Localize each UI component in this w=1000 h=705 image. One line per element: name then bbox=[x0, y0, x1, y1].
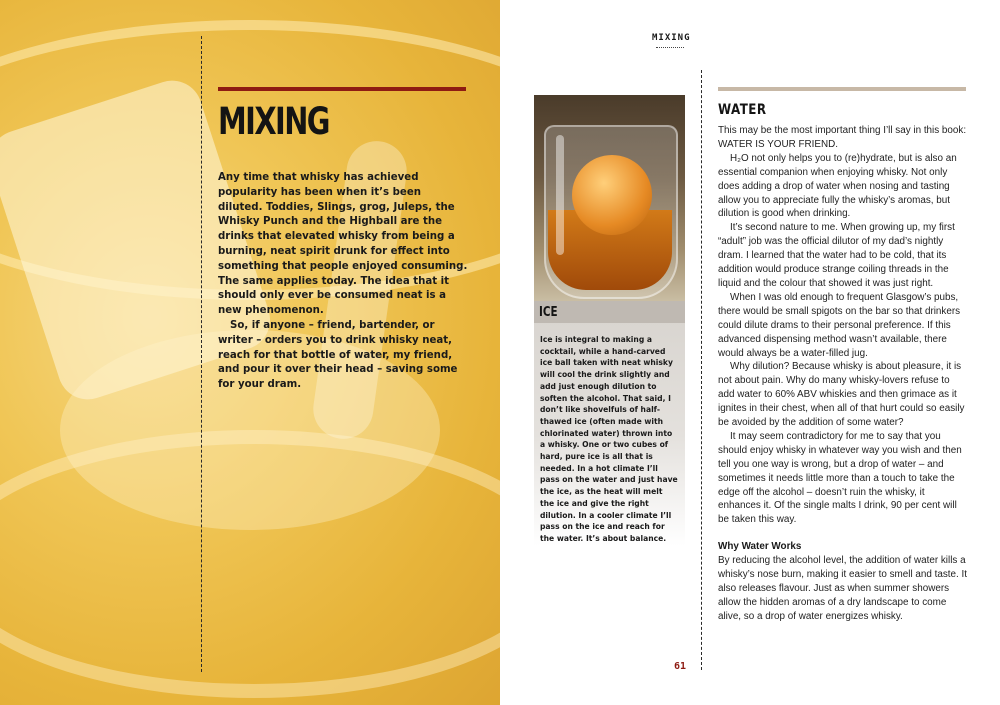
page-number: 61 bbox=[674, 661, 687, 672]
running-head: MIXING bbox=[652, 33, 691, 43]
right-page bbox=[500, 0, 1000, 705]
sidebar-title-bar bbox=[534, 301, 685, 323]
left-dotted-rule bbox=[201, 36, 202, 672]
chapter-title: MIXING bbox=[218, 100, 329, 143]
right-dotted-rule bbox=[701, 70, 702, 670]
section-title: WATER bbox=[718, 102, 767, 118]
body-paragraph: This may be the most important thing I’ll say in this book: WATER IS YOUR FRIEND. bbox=[718, 125, 967, 150]
sidebar-title: ICE bbox=[539, 305, 558, 320]
body-paragraph: By reducing the alcohol level, the addition of water kills a whisky’s nose burn, making it easier to smell and taste. It also releases flavour. Just as when summer showers allow the hidden aromas of a dry landscape to come alive, so a drop of water energizes whisky. bbox=[718, 555, 968, 622]
body-paragraph: It’s second nature to me. When growing up, my first “adult” job was the official dilutor of my dad’s nightly dram. I learned that the water had to be cold, that its addition would produce strange coiling threads in the liquid and the colour that showed it was just right. bbox=[718, 222, 955, 289]
title-rule bbox=[218, 87, 466, 91]
ice-ball bbox=[572, 155, 652, 235]
water-section bbox=[718, 87, 968, 624]
running-head-rule bbox=[656, 47, 684, 48]
glass-glint bbox=[556, 135, 564, 255]
intro-paragraph: Any time that whisky has achieved popularity has been when it’s been diluted. Toddies, Slings, grog, Juleps, the Whisky Punch and the Highball are the drinks that elevated whisky from being a burning, neat spirit drunk for effect into something that people enjoyed consuming. The same applies today. The idea that it should only ever be consumed neat is a new phenomenon. bbox=[218, 172, 468, 317]
subheading: Why Water Works bbox=[718, 541, 802, 553]
left-text-block bbox=[218, 87, 468, 393]
sidebar-panel bbox=[534, 301, 685, 546]
section-rule bbox=[718, 87, 966, 91]
whisky-glass-photo bbox=[534, 95, 685, 301]
body-paragraph: Why dilution? Because whisky is about pleasure, it is not about pain. Why do many whisky-lovers refuse to add water to 60% ABV whiskies and then grimace as it ignites in their chest, when all of that hurt could so easily be avoided by the addition of some water? bbox=[718, 361, 965, 429]
ice-sidebar bbox=[534, 95, 685, 546]
sidebar-text: Ice is integral to making a cocktail, while a hand-carved ice ball taken with neat whisky will cool the drink slightly and add just enough dilution to soften the alcohol. That said, I don’t like shovelfuls of half-thawed ice (often made with chlorinated water) thrown into a whisky. One or two cubes of hard, pure ice is all that is needed. In a hot climate I’ll pass on the water and just have the ice, as the heat will melt the ice and give the right dilution. In a cooler climate I’ll pass on the ice and reach for the water. It’s about balance. bbox=[540, 335, 678, 543]
intro-paragraph: So, if anyone – friend, bartender, or writer – orders you to drink whisky neat, reach for that bottle of water, my friend, and pour it over their head – saving some for your dram. bbox=[218, 319, 458, 391]
body-paragraph: H₂O not only helps you to (re)hydrate, but is also an essential companion when enjoying whisky. Not only does adding a drop of water when nosing and tasting allow you to appreciate fully the whisky’s aromas, but dilution is good when drinking. bbox=[718, 152, 957, 220]
body-paragraph: It may seem contradictory for me to say that you should enjoy whisky in whatever way you wish and then tell you one way is wrong, but a drop of water – and sometimes it needs little more than a touch to take the edge off the alcohol – doesn’t ruin the whisky, it enhances it. Of the single malts I drink, 90 per cent will be taken this way. bbox=[718, 430, 962, 526]
body-paragraph: When I was old enough to frequent Glasgow’s pubs, there would be small spigots on the bar so that drinkers could dilute drams to their personal preference. If this advanced dispensing method wasn’t available, there would always be a water-filled jug. bbox=[718, 291, 961, 359]
